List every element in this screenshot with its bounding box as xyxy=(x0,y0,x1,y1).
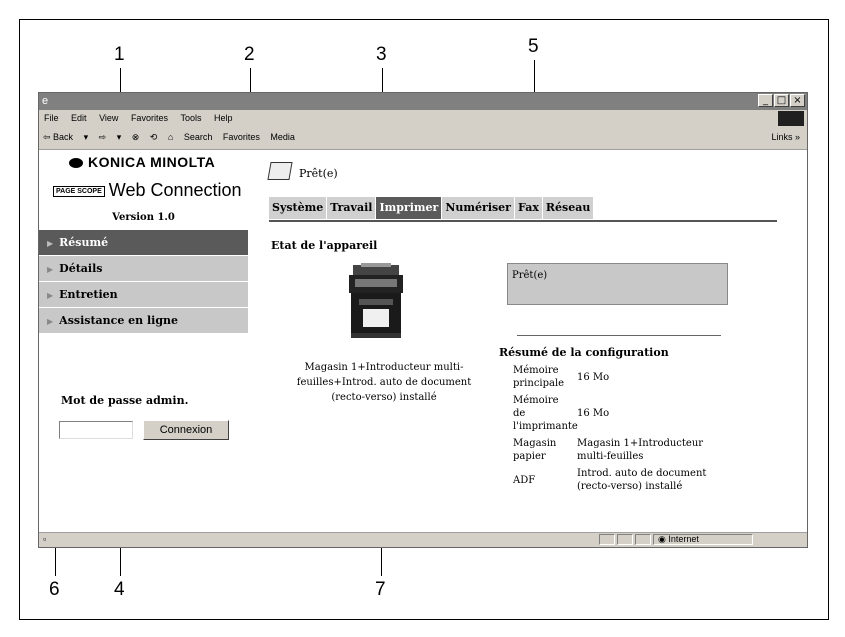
status-cell xyxy=(617,534,633,545)
menu-favorites[interactable]: Favorites xyxy=(130,113,168,123)
menu-file[interactable]: File xyxy=(44,113,59,123)
config-value xyxy=(571,407,737,420)
callout-3: 3 xyxy=(376,44,387,65)
sidebar-item-assistance[interactable] xyxy=(39,308,248,334)
menu-bar xyxy=(39,110,807,129)
pagescope-logo: PAGE SCOPE xyxy=(53,186,105,197)
sidebar-item-label: Entretien xyxy=(59,288,118,301)
triangle-right-icon: ▶ xyxy=(47,290,54,300)
device-caption-line: feuilles+Introd. auto de document xyxy=(296,377,472,388)
tab-bar xyxy=(269,197,594,219)
zone-indicator xyxy=(653,534,753,545)
tab-fax[interactable]: Fax xyxy=(515,197,542,219)
tab-imprimer[interactable]: Imprimer xyxy=(376,197,441,219)
globe-icon: ◉ xyxy=(658,534,669,544)
web-connection-logo xyxy=(53,180,242,201)
menu-tools[interactable]: Tools xyxy=(180,113,202,123)
back-button[interactable]: ⇦ Back xyxy=(43,132,74,142)
device-caption-line: Magasin 1+Introducteur multi- xyxy=(304,362,464,373)
config-value xyxy=(571,371,737,384)
browser-window xyxy=(38,92,808,548)
sidebar-item-label: Assistance en ligne xyxy=(59,314,179,327)
sidebar-item-entretien[interactable] xyxy=(39,282,248,308)
config-value-line: Magasin 1+Introducteur xyxy=(577,438,704,449)
device-caption-line: (recto-verso) installé xyxy=(331,392,437,403)
config-key-line: papier xyxy=(513,451,546,462)
config-value xyxy=(571,467,737,493)
ie-icon: e xyxy=(42,95,49,107)
status-cell xyxy=(599,534,615,545)
status-bar xyxy=(39,532,807,547)
config-key xyxy=(499,394,578,433)
callout-5: 5 xyxy=(528,36,539,57)
sidebar-item-resume[interactable] xyxy=(39,230,248,256)
browser-toolbar xyxy=(39,128,807,150)
status-text: Prêt(e) xyxy=(299,167,338,180)
callout-7: 7 xyxy=(375,579,386,600)
callout-4: 4 xyxy=(114,579,125,600)
windows-logo-icon xyxy=(778,111,804,126)
version-label: Version 1.0 xyxy=(112,212,175,223)
tab-travail[interactable]: Travail xyxy=(327,197,375,219)
forward-button[interactable]: ⇨ xyxy=(98,132,107,142)
menu-help[interactable]: Help xyxy=(214,113,233,123)
separator xyxy=(517,335,721,336)
callout-1: 1 xyxy=(114,44,125,65)
status-cell xyxy=(635,534,651,545)
web-connection-text: Web Connection xyxy=(108,180,242,200)
config-key-line: Mémoire de xyxy=(513,395,559,419)
zone-label: Internet xyxy=(668,534,699,544)
config-key-line: principale xyxy=(513,378,565,389)
menu-edit[interactable]: Edit xyxy=(71,113,87,123)
config-row xyxy=(499,437,789,463)
state-box: Prêt(e) xyxy=(507,263,728,305)
device-status xyxy=(269,162,338,180)
config-key xyxy=(499,474,571,487)
device-caption xyxy=(279,360,489,405)
favorites-button[interactable]: Favorites xyxy=(222,132,260,142)
sidebar-item-label: Résumé xyxy=(59,236,109,249)
config-table xyxy=(499,364,789,497)
printer-image xyxy=(347,263,405,338)
tab-numeriser[interactable]: Numériser xyxy=(442,197,514,219)
search-button[interactable]: Search xyxy=(183,132,213,142)
config-key-line: Mémoire xyxy=(513,365,559,376)
config-value-line: 16 Mo xyxy=(577,408,610,419)
triangle-right-icon: ▶ xyxy=(47,264,54,274)
tab-reseau[interactable]: Réseau xyxy=(543,197,593,219)
config-value-line: (recto-verso) installé xyxy=(577,481,683,492)
brand-name: KONICA MINOLTA xyxy=(88,154,216,170)
triangle-right-icon: ▶ xyxy=(47,238,54,248)
konica-minolta-mark-icon xyxy=(69,158,83,168)
tab-systeme[interactable]: Système xyxy=(269,197,326,219)
close-button[interactable]: × xyxy=(790,94,805,107)
page-content xyxy=(39,150,807,535)
config-title: Résumé de la configuration xyxy=(499,346,669,359)
printer-status-icon xyxy=(267,162,292,180)
forward-dropdown-icon[interactable]: ▾ xyxy=(116,132,122,142)
config-key xyxy=(499,364,571,390)
triangle-right-icon: ▶ xyxy=(47,316,54,326)
media-button[interactable]: Media xyxy=(270,132,295,142)
config-row xyxy=(499,394,789,433)
sidebar-item-details[interactable] xyxy=(39,256,248,282)
menu-view[interactable]: View xyxy=(99,113,119,123)
password-label: Mot de passe admin. xyxy=(61,394,189,407)
section-title: Etat de l'appareil xyxy=(271,239,378,252)
callout-6: 6 xyxy=(49,579,60,600)
page-icon: ▫ xyxy=(43,534,47,544)
password-input[interactable] xyxy=(59,421,133,439)
links-button[interactable]: Links » xyxy=(771,132,800,142)
config-key-line: ADF xyxy=(513,474,536,486)
stop-icon[interactable]: ⊗ xyxy=(131,132,140,142)
config-key-line: l'imprimante xyxy=(513,421,578,432)
home-icon[interactable]: ⌂ xyxy=(167,132,174,142)
config-key-line: Magasin xyxy=(513,438,557,449)
sidebar-nav xyxy=(39,230,248,334)
minimize-button[interactable]: _ xyxy=(758,94,773,107)
back-dropdown-icon[interactable]: ▾ xyxy=(83,132,89,142)
config-value-line: multi-feuilles xyxy=(577,451,644,462)
refresh-icon[interactable]: ⟲ xyxy=(149,132,158,142)
login-button[interactable]: Connexion xyxy=(143,420,229,440)
sidebar-item-label: Détails xyxy=(59,262,103,275)
callout-2: 2 xyxy=(244,44,255,65)
config-value xyxy=(571,437,737,463)
title-bar xyxy=(39,93,807,110)
config-key xyxy=(499,437,571,463)
config-value-line: Introd. auto de document xyxy=(577,468,707,479)
brand-logo xyxy=(69,154,215,170)
config-value-line: 16 Mo xyxy=(577,371,610,383)
maximize-button[interactable]: □ xyxy=(774,94,789,107)
config-row xyxy=(499,364,789,390)
tab-divider xyxy=(269,220,777,222)
config-row xyxy=(499,467,789,493)
